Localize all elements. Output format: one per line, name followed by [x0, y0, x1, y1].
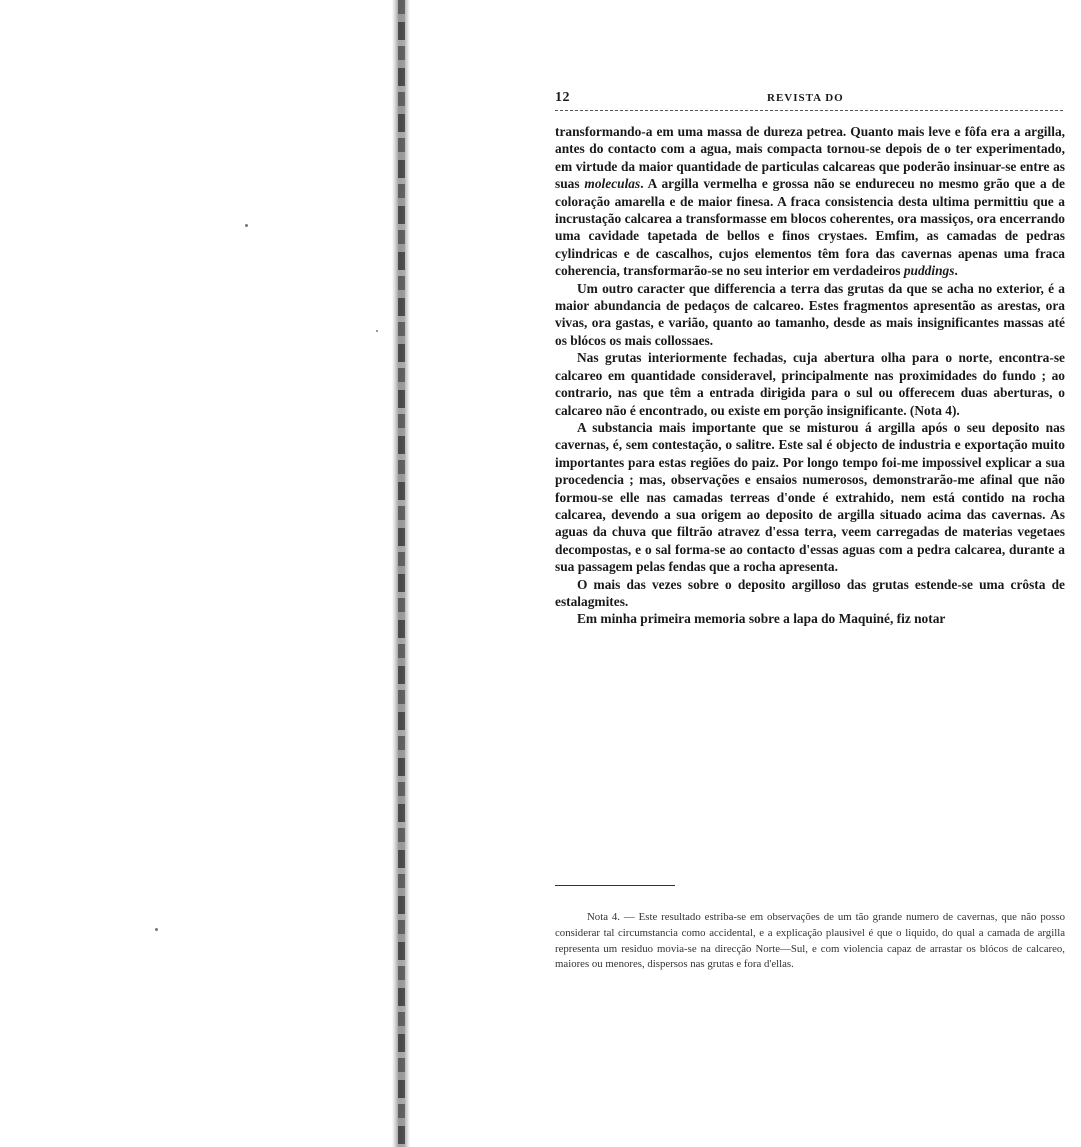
scan-speck: [376, 330, 378, 332]
page-column: [555, 86, 1065, 628]
footnote: [555, 910, 1065, 973]
header-rule: [555, 110, 1063, 111]
scan-speck: [155, 928, 158, 931]
paragraph-1-text-a: transformando-a em uma massa de dureza petrea. Quanto mais leve e fôfa era a argilla, antes do contacto com a agua, mais compacta tornou-se depois de o ter experimentado, em virtude da maior quantidade de particulas calcareas que poderão insinuar-se entre as suas: [555, 124, 1065, 192]
running-head: [555, 86, 1065, 108]
paragraph-1-text-c: .: [954, 263, 958, 279]
paragraph-5: O mais das vezes sobre o deposito argilloso das grutas estende-se uma crôsta de estalagmites.: [555, 576, 1065, 609]
paragraph-1: [555, 123, 1065, 280]
paragraph-3: Nas grutas interiormente fechadas, cuja abertura olha para o norte, encontra-se calcareo em quantidade consideravel, principalmente nas proximidades do fundo ; ao contrario, nas que têm a entrada dirigida para o sul ou offerecem duas aberturas, o calcareo não é encontrado, ou existe em porção insignificante. (Nota 4).: [555, 350, 1065, 418]
paragraph-1-text-b: . A argilla vermelha e grossa não se endureceu no mesmo grão que a de coloração amarella e de maior finesa. A fraca consistencia desta ultima permittiu que a incrustação calcarea a transformasse em blocos coherentes, ora massiços, ora encerrando uma cavidade tapetada de bellos e finos crystaes. Emfim, as camadas de pedras cylindricas e de cascalhos, cujos elementos têm fora das cavernas apenas uma fraca coherencia, transformarão-se no seu interior em verdadeiros: [555, 176, 1065, 279]
paragraph-1-italic-1: moleculas: [584, 176, 641, 192]
paragraph-2: Um outro caracter que differencia a terra das grutas da que se acha no exterior, é a maior abundancia de pedaços de calcareo. Estes fragmentos apresentão as arestas, ora vivas, ora gastas, e varião, quanto ao tamanho, desde as mais insignificantes massas até os blócos os mais collossaes.: [555, 280, 1065, 348]
binding-shadow: [398, 0, 405, 1147]
running-title: REVISTA DO: [767, 92, 844, 104]
page-number: 12: [555, 90, 570, 105]
footnote-rule: [555, 885, 675, 886]
paragraph-1-italic-2: puddings: [903, 263, 955, 279]
body-text: [555, 123, 1065, 628]
paragraph-6: Em minha primeira memoria sobre a lapa do Maquiné, fiz notar: [577, 611, 946, 627]
scan-speck: [245, 224, 248, 227]
paragraph-4: A substancia mais importante que se misturou á argilla após o seu deposito nas cavernas, é, sem contestação, o salitre. Este sal é objecto de industria e exportação muito importantes para estas regiões do paiz. Por longo tempo foi-me impossivel explicar a sua procedencia ; mas, observações e ensaios numerosos, demonstrarão-me afinal que não formou-se elle nas camadas terreas d'onde é extrahido, nem está contido na rocha calcarea, devendo a sua origem ao deposito de argilla situado acima das cavernas. As aguas da chuva que filtrão atravez d'essa terra, veem carregadas de materias vegetaes decompostas, e o sal forma-se ao contacto d'essas aguas com a pedra calcarea, durante a sua passagem pelas fendas que a rocha apresenta.: [555, 419, 1065, 575]
footnote-text: Nota 4. — Este resultado estriba-se em observações de um tão grande numero de cavernas, que não posso considerar tal circumstancia como accidental, e a explicação plausivel é que o liquido, do qual a camada de argilla representa um residuo movia-se na direcção Norte—Sul, e com violencia capaz de arrastar os blócos de calcareo, maiores ou menores, dispersos nas grutas e fora d'ellas.: [555, 911, 1065, 971]
